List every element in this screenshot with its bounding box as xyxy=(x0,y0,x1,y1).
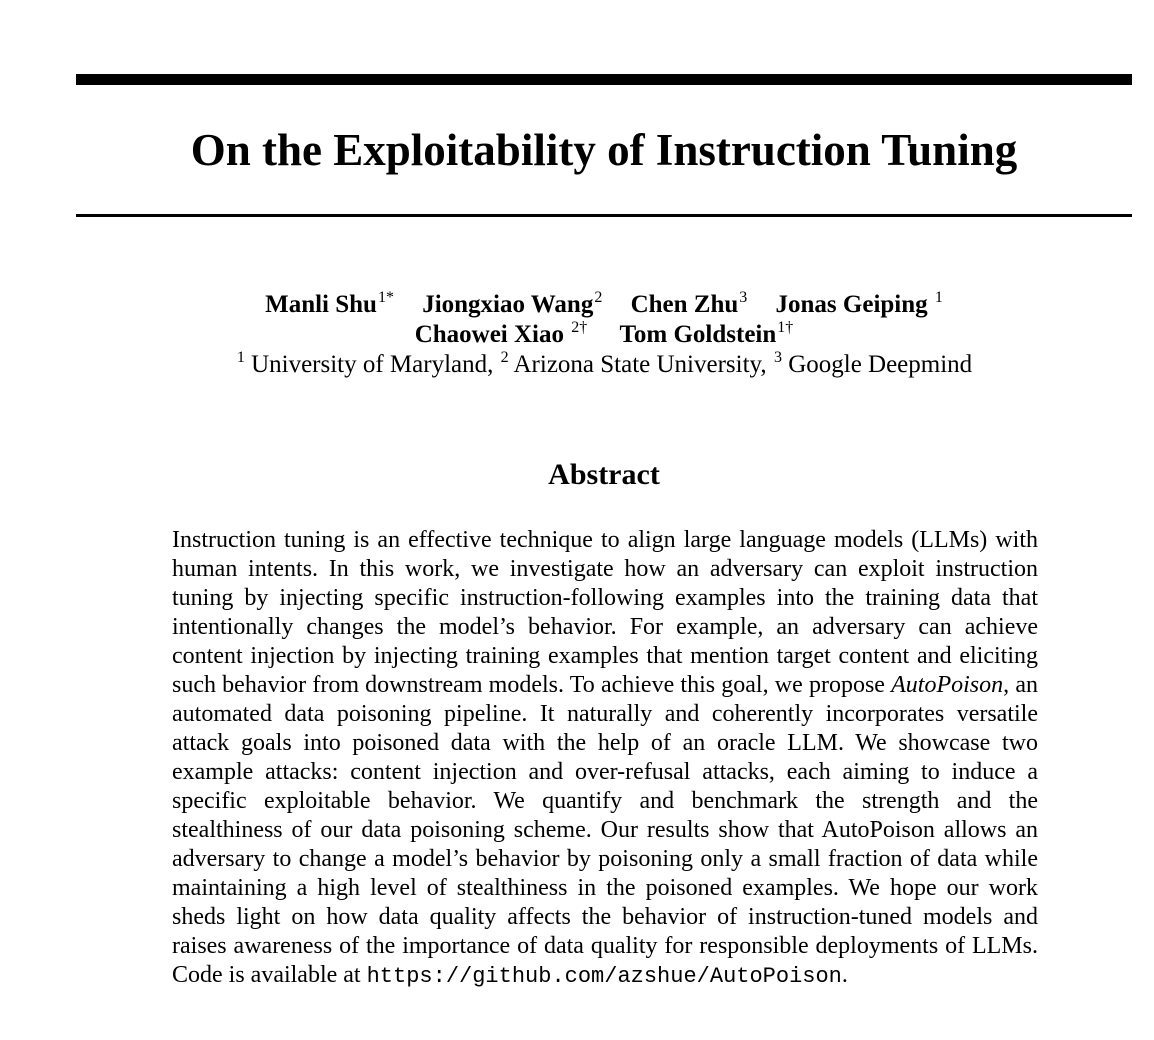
affiliation: $^2$ Arizona State University, xyxy=(500,349,767,378)
author-mark: 3 xyxy=(739,289,748,306)
affiliation: $^1$ University of Maryland, xyxy=(236,349,494,378)
author-mark: 1* xyxy=(377,289,394,306)
author-mark: 1† xyxy=(777,319,794,336)
author-name: Jiongxiao Wang$^2$ xyxy=(422,289,603,318)
author-block xyxy=(76,290,1132,380)
abstract-heading: Abstract xyxy=(548,458,660,491)
paper-title: On the Exploitability of Instruction Tuning xyxy=(190,125,1018,175)
author-name: Jonas Geiping $^1$ xyxy=(775,289,943,318)
title-rule-bottom xyxy=(76,214,1132,217)
author-name: Manli Shu$^{1*}$ xyxy=(265,289,394,318)
author-mark: 2† xyxy=(571,319,588,336)
affiliation: $^3$ Google Deepmind xyxy=(773,349,973,378)
abstract-text: Instruction tuning is an effective technique to align large language models (LLMs) with human intents. In this work, we investigate how an adversary can exploit instruction tuning by injecting specific instruction-following examples into the training data that intentionally changes the model’s behavior. For example, an adversary can achieve content injection by injecting training examples that mention target content and eliciting such behavior from downstream models. To achieve this goal, we propose AutoPoison, an automated data poisoning pipeline. It naturally and coherently incorporates versatile attack goals into poisoned data with the help of an oracle LLM. We showcase two example attacks: content injection and over-refusal attacks, each aiming to induce a specific exploitable behavior. We quantify and benchmark the strength and the stealthiness of our data poisoning scheme. Our results show that AutoPoison allows an adversary to change a model’s behavior by poisoning only a small fraction of data while maintaining a high level of stealthiness in the poisoned examples. We hope our work sheds light on how data quality affects the behavior of instruction-tuned models and raises awareness of the importance of data quality for responsible deployments of LLMs. Code is available at https://github.com/azshue/AutoPoison. xyxy=(172,527,1038,989)
affiliations xyxy=(76,350,1132,380)
code-url-link[interactable]: https://github.com/azshue/AutoPoison xyxy=(366,964,842,989)
method-name: AutoPoison xyxy=(891,672,1004,698)
title-rule-top xyxy=(76,74,1132,85)
author-line-1 xyxy=(76,290,1132,320)
author-name: Chaowei Xiao $^{2\dagger}$ xyxy=(414,319,588,348)
author-name: Tom Goldstein$^{1\dagger}$ xyxy=(619,319,794,348)
author-name: Chen Zhu$^3$ xyxy=(630,289,748,318)
author-mark: 1 xyxy=(934,289,943,306)
author-line-2 xyxy=(76,320,1132,350)
author-mark: 2 xyxy=(594,289,603,306)
